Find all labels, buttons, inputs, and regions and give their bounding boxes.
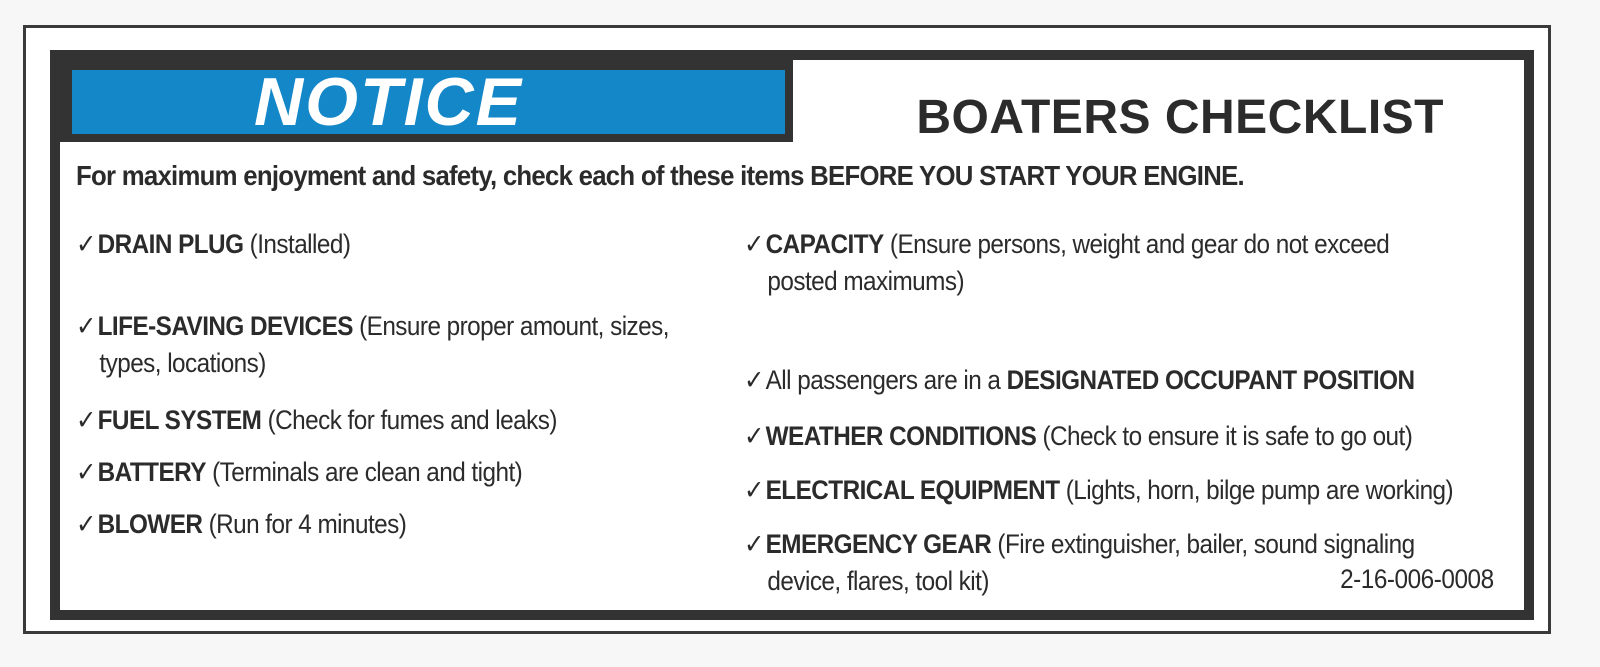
item-prefix: All passengers are in a bbox=[765, 365, 1007, 395]
item-detail: (Ensure persons, weight and gear do not exceed bbox=[883, 229, 1390, 259]
check-mark-icon: ✓ bbox=[76, 509, 96, 539]
item-name: CAPACITY bbox=[765, 229, 884, 259]
item-detail: (Installed) bbox=[243, 229, 351, 259]
check-mark-icon: ✓ bbox=[744, 529, 764, 559]
notice-blue-panel bbox=[72, 64, 785, 140]
item-detail-continued: types, locations) bbox=[99, 348, 266, 378]
item-detail-continued: posted maximums) bbox=[767, 266, 965, 296]
item-detail-continued: device, flares, tool kit) bbox=[767, 566, 989, 596]
check-mark-icon: ✓ bbox=[76, 311, 96, 341]
notice-header-band bbox=[60, 60, 793, 142]
checklist-item-electrical-equipment bbox=[744, 472, 1453, 509]
item-name: BLOWER bbox=[97, 509, 203, 539]
check-mark-icon: ✓ bbox=[744, 229, 764, 259]
item-name: DRAIN PLUG bbox=[97, 229, 244, 259]
check-mark-icon: ✓ bbox=[76, 405, 96, 435]
checklist-item-emergency-gear bbox=[744, 526, 1415, 600]
checklist-item-drain-plug bbox=[76, 226, 350, 263]
item-name: FUEL SYSTEM bbox=[97, 405, 262, 435]
item-detail: (Terminals are clean and tight) bbox=[205, 457, 523, 487]
part-number: 2-16-006-0008 bbox=[1340, 564, 1494, 594]
check-mark-icon: ✓ bbox=[76, 229, 96, 259]
item-name: EMERGENCY GEAR bbox=[765, 529, 992, 559]
item-detail: (Check to ensure it is safe to go out) bbox=[1036, 421, 1413, 451]
item-detail: (Lights, horn, bilge pump are working) bbox=[1059, 475, 1454, 505]
item-name: LIFE-SAVING DEVICES bbox=[97, 311, 353, 341]
check-mark-icon: ✓ bbox=[744, 475, 764, 505]
check-mark-icon: ✓ bbox=[76, 457, 96, 487]
item-detail: (Check for fumes and leaks) bbox=[261, 405, 557, 435]
intro-text: For maximum enjoyment and safety, check each of these items BEFORE YOU START YOUR ENGINE. bbox=[76, 160, 1244, 191]
checklist-item-blower bbox=[76, 506, 406, 543]
checklist-item-capacity bbox=[744, 226, 1389, 300]
checklist-item-life-saving-devices bbox=[76, 308, 669, 382]
item-name: WEATHER CONDITIONS bbox=[765, 421, 1037, 451]
checklist-item-weather-conditions bbox=[744, 418, 1412, 455]
sign-outer-frame bbox=[23, 25, 1551, 634]
item-detail: (Run for 4 minutes) bbox=[202, 509, 407, 539]
checklist-item-fuel-system bbox=[76, 402, 557, 439]
checklist-title: BOATERS CHECKLIST bbox=[916, 91, 1444, 144]
item-name: DESIGNATED OCCUPANT POSITION bbox=[1006, 365, 1415, 395]
item-detail: (Ensure proper amount, sizes, bbox=[352, 311, 669, 341]
sign-inner-frame bbox=[50, 50, 1534, 620]
check-mark-icon: ✓ bbox=[744, 365, 764, 395]
notice-label: NOTICE bbox=[254, 64, 523, 140]
item-name: BATTERY bbox=[97, 457, 206, 487]
checklist-item-battery bbox=[76, 454, 522, 491]
item-name: ELECTRICAL EQUIPMENT bbox=[765, 475, 1060, 505]
checklist-item-designated-occupant-position bbox=[744, 362, 1415, 399]
check-mark-icon: ✓ bbox=[744, 421, 764, 451]
item-detail: (Fire extinguisher, bailer, sound signaling bbox=[991, 529, 1415, 559]
